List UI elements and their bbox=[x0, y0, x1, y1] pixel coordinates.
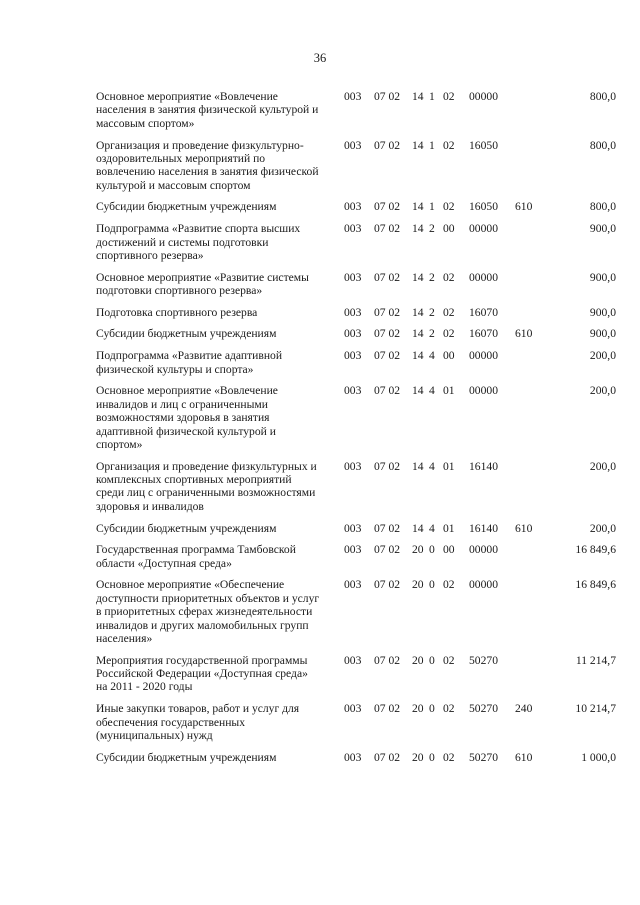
subprogram-code: 1 bbox=[429, 200, 435, 214]
table-row bbox=[96, 271, 616, 298]
department-code: 003 bbox=[344, 750, 362, 764]
expense-type-code bbox=[515, 90, 542, 130]
row-description: Государственная программа Тамбовской области «Доступная среда» bbox=[96, 543, 296, 570]
table-row bbox=[96, 543, 616, 570]
table-row bbox=[96, 200, 616, 213]
direction-code: 00000 bbox=[469, 349, 498, 363]
expense-type-code bbox=[515, 139, 542, 193]
program-code: 14 bbox=[412, 327, 424, 341]
section-code: 07 02 bbox=[374, 222, 401, 236]
section-code: 07 02 bbox=[374, 578, 401, 592]
program-code: 14 bbox=[412, 138, 424, 152]
amount: 900,0 bbox=[589, 222, 616, 236]
table-row bbox=[96, 702, 616, 742]
table-row bbox=[96, 327, 616, 340]
row-description: Подпрограмма «Развитие спорта высших достижений и системы подготовки спортивного резерва» bbox=[96, 222, 301, 262]
program-code: 14 bbox=[412, 384, 424, 398]
direction-code: 16070 bbox=[469, 327, 498, 341]
budget-table bbox=[96, 90, 616, 772]
department-code: 003 bbox=[344, 459, 362, 473]
direction-code: 16140 bbox=[469, 459, 498, 473]
table-row bbox=[96, 751, 616, 764]
department-code: 003 bbox=[344, 653, 362, 667]
subprogram-code: 2 bbox=[429, 327, 435, 341]
row-description: Подготовка спортивного резерва bbox=[96, 305, 258, 319]
program-code: 14 bbox=[412, 305, 424, 319]
subprogram-code: 0 bbox=[429, 702, 435, 716]
amount: 16 849,6 bbox=[575, 578, 616, 592]
section-code: 07 02 bbox=[374, 349, 401, 363]
section-code: 07 02 bbox=[374, 384, 401, 398]
row-description: Субсидии бюджетным учреждениям bbox=[96, 521, 277, 535]
expense-type-code: 610 bbox=[515, 327, 533, 341]
expense-type-code: 610 bbox=[515, 200, 533, 214]
row-description: Субсидии бюджетным учреждениям bbox=[96, 750, 277, 764]
subprogram-code: 0 bbox=[429, 578, 435, 592]
row-description: Подпрограмма «Развитие адаптивной физической культуры и спорта» bbox=[96, 349, 283, 376]
subprogram-code: 2 bbox=[429, 222, 435, 236]
section-code: 07 02 bbox=[374, 521, 401, 535]
amount: 200,0 bbox=[589, 459, 616, 473]
expense-type-code bbox=[515, 384, 542, 451]
department-code: 003 bbox=[344, 543, 362, 557]
row-description: Субсидии бюджетным учреждениям bbox=[96, 200, 277, 214]
activity-code: 02 bbox=[443, 653, 455, 667]
section-code: 07 02 bbox=[374, 200, 401, 214]
amount: 900,0 bbox=[589, 270, 616, 284]
direction-code: 00000 bbox=[469, 270, 498, 284]
direction-code: 00000 bbox=[469, 578, 498, 592]
department-code: 003 bbox=[344, 90, 362, 103]
department-code: 003 bbox=[344, 200, 362, 214]
department-code: 003 bbox=[344, 305, 362, 319]
program-code: 14 bbox=[412, 459, 424, 473]
department-code: 003 bbox=[344, 327, 362, 341]
amount: 200,0 bbox=[589, 521, 616, 535]
activity-code: 02 bbox=[443, 90, 455, 103]
subprogram-code: 4 bbox=[429, 521, 435, 535]
subprogram-code: 1 bbox=[429, 138, 435, 152]
table-row bbox=[96, 90, 616, 130]
activity-code: 01 bbox=[443, 521, 455, 535]
program-code: 14 bbox=[412, 222, 424, 236]
row-description: Иные закупки товаров, работ и услуг для обеспечения государственных (муниципальных) нужд bbox=[96, 702, 300, 742]
section-code: 07 02 bbox=[374, 653, 401, 667]
direction-code: 50270 bbox=[469, 653, 498, 667]
activity-code: 02 bbox=[443, 750, 455, 764]
table-row bbox=[96, 654, 616, 694]
table-row bbox=[96, 384, 616, 451]
amount: 200,0 bbox=[589, 349, 616, 363]
section-code: 07 02 bbox=[374, 702, 401, 716]
direction-code: 16140 bbox=[469, 521, 498, 535]
program-code: 20 bbox=[412, 702, 424, 716]
activity-code: 01 bbox=[443, 459, 455, 473]
page-number: 36 bbox=[313, 51, 327, 65]
department-code: 003 bbox=[344, 222, 362, 236]
amount: 200,0 bbox=[589, 384, 616, 398]
amount: 800,0 bbox=[589, 90, 616, 103]
expense-type-code: 610 bbox=[515, 521, 533, 535]
subprogram-code: 4 bbox=[429, 459, 435, 473]
direction-code: 00000 bbox=[469, 222, 498, 236]
table-row bbox=[96, 578, 616, 645]
program-code: 20 bbox=[412, 750, 424, 764]
row-description: Организация и проведение физкультурно-оздоровительных мероприятий по вовлечению населения в занятия физической культурой и массовым спортом bbox=[96, 138, 319, 192]
subprogram-code: 4 bbox=[429, 349, 435, 363]
row-description: Мероприятия государственной программы Российской Федерации «Доступная среда» на 2011 - 2020 годы bbox=[96, 653, 308, 694]
row-description: Основное мероприятие «Вовлечение инвалидов и лиц с ограниченными возможностями здоровья в занятия адаптивной физической культурой и спортом» bbox=[96, 384, 278, 451]
section-code: 07 02 bbox=[374, 750, 401, 764]
amount: 10 214,7 bbox=[575, 702, 616, 716]
direction-code: 00000 bbox=[469, 543, 498, 557]
activity-code: 02 bbox=[443, 270, 455, 284]
expense-type-code bbox=[515, 460, 542, 514]
direction-code: 50270 bbox=[469, 702, 498, 716]
section-code: 07 02 bbox=[374, 543, 401, 557]
program-code: 20 bbox=[412, 578, 424, 592]
expense-type-code bbox=[515, 349, 542, 376]
row-description: Организация и проведение физкультурных и комплексных спортивных мероприятий среди лиц с ограниченными возможностями здоровья и инвалидов bbox=[96, 459, 317, 513]
program-code: 14 bbox=[412, 349, 424, 363]
row-description: Субсидии бюджетным учреждениям bbox=[96, 327, 277, 341]
activity-code: 02 bbox=[443, 702, 455, 716]
table-row bbox=[96, 139, 616, 193]
department-code: 003 bbox=[344, 521, 362, 535]
expense-type-code bbox=[515, 578, 542, 645]
amount: 16 849,6 bbox=[575, 543, 616, 557]
subprogram-code: 0 bbox=[429, 653, 435, 667]
expense-type-code bbox=[515, 222, 542, 262]
amount: 900,0 bbox=[589, 327, 616, 341]
direction-code: 16050 bbox=[469, 200, 498, 214]
amount: 800,0 bbox=[589, 200, 616, 214]
program-code: 20 bbox=[412, 543, 424, 557]
expense-type-code: 610 bbox=[515, 750, 533, 764]
table-row bbox=[96, 460, 616, 514]
program-code: 14 bbox=[412, 521, 424, 535]
row-description: Основное мероприятие «Обеспечение доступности приоритетных объектов и услуг в приоритетных сферах жизнедеятельности инвалидов и других маломобильных групп населения» bbox=[96, 578, 320, 645]
subprogram-code: 4 bbox=[429, 384, 435, 398]
direction-code: 50270 bbox=[469, 750, 498, 764]
section-code: 07 02 bbox=[374, 270, 401, 284]
expense-type-code bbox=[515, 271, 542, 298]
amount: 900,0 bbox=[589, 305, 616, 319]
row-description: Основное мероприятие «Вовлечение населения в занятия физической культурой и массовым спортом» bbox=[96, 90, 319, 130]
section-code: 07 02 bbox=[374, 459, 401, 473]
program-code: 14 bbox=[412, 90, 424, 103]
section-code: 07 02 bbox=[374, 138, 401, 152]
section-code: 07 02 bbox=[374, 90, 401, 103]
activity-code: 02 bbox=[443, 305, 455, 319]
amount: 1 000,0 bbox=[581, 750, 616, 764]
activity-code: 02 bbox=[443, 578, 455, 592]
department-code: 003 bbox=[344, 702, 362, 716]
expense-type-code bbox=[515, 306, 542, 319]
program-code: 14 bbox=[412, 200, 424, 214]
table-row bbox=[96, 522, 616, 535]
department-code: 003 bbox=[344, 578, 362, 592]
program-code: 20 bbox=[412, 653, 424, 667]
table-row bbox=[96, 306, 616, 319]
activity-code: 02 bbox=[443, 200, 455, 214]
section-code: 07 02 bbox=[374, 327, 401, 341]
section-code: 07 02 bbox=[374, 305, 401, 319]
row-description: Основное мероприятие «Развитие системы подготовки спортивного резерва» bbox=[96, 270, 309, 298]
activity-code: 01 bbox=[443, 384, 455, 398]
amount: 11 214,7 bbox=[575, 653, 616, 667]
subprogram-code: 2 bbox=[429, 305, 435, 319]
direction-code: 00000 bbox=[469, 384, 498, 398]
subprogram-code: 1 bbox=[429, 90, 435, 103]
table-row bbox=[96, 349, 616, 376]
expense-type-code bbox=[515, 654, 542, 694]
amount: 800,0 bbox=[589, 138, 616, 152]
direction-code: 00000 bbox=[469, 90, 498, 103]
activity-code: 02 bbox=[443, 138, 455, 152]
department-code: 003 bbox=[344, 138, 362, 152]
program-code: 14 bbox=[412, 270, 424, 284]
activity-code: 00 bbox=[443, 222, 455, 236]
activity-code: 00 bbox=[443, 543, 455, 557]
expense-type-code: 240 bbox=[515, 702, 533, 716]
direction-code: 16070 bbox=[469, 305, 498, 319]
department-code: 003 bbox=[344, 349, 362, 363]
activity-code: 02 bbox=[443, 327, 455, 341]
department-code: 003 bbox=[344, 384, 362, 398]
direction-code: 16050 bbox=[469, 138, 498, 152]
table-row bbox=[96, 222, 616, 262]
subprogram-code: 0 bbox=[429, 750, 435, 764]
activity-code: 00 bbox=[443, 349, 455, 363]
expense-type-code bbox=[515, 543, 542, 570]
department-code: 003 bbox=[344, 270, 362, 284]
subprogram-code: 0 bbox=[429, 543, 435, 557]
subprogram-code: 2 bbox=[429, 270, 435, 284]
